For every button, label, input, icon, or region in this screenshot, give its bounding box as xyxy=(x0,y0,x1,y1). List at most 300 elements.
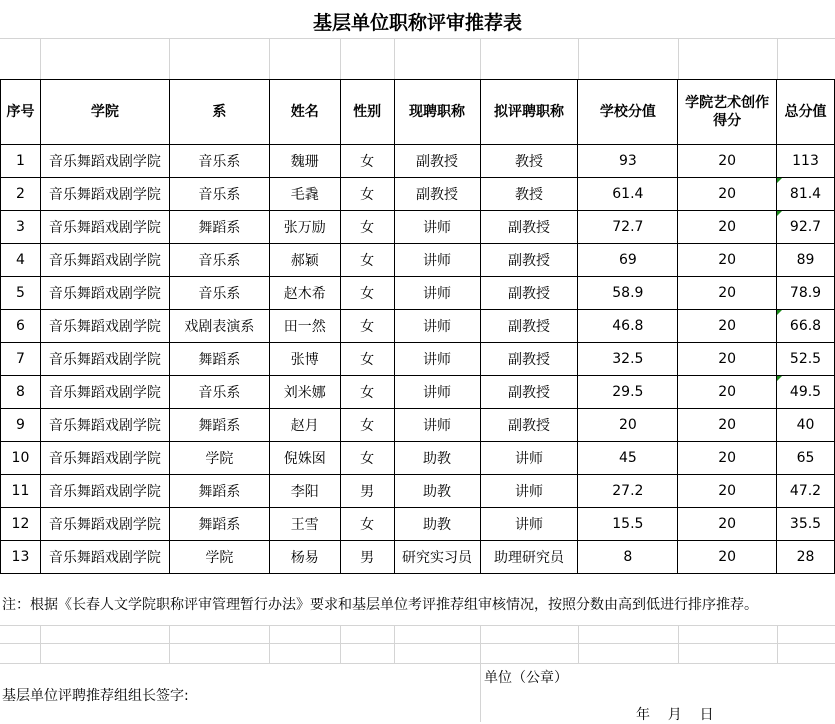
table-cell[interactable] xyxy=(269,310,340,343)
cell-value: 81.4 xyxy=(789,186,822,202)
header-cell[interactable]: 拟评聘职称 xyxy=(480,80,578,145)
cell-value: 女 xyxy=(360,517,375,533)
cell-value: 15.5 xyxy=(612,516,644,532)
cell-value: 舞蹈系 xyxy=(198,517,241,533)
gridline xyxy=(394,625,395,663)
table-cell[interactable] xyxy=(169,178,269,211)
gridline xyxy=(578,38,579,79)
total-score-cell[interactable] xyxy=(777,310,835,343)
cell-value: 20 xyxy=(718,285,737,301)
table-row xyxy=(1,541,835,574)
gridline xyxy=(40,38,41,79)
table-cell[interactable] xyxy=(169,211,269,244)
table-cell[interactable] xyxy=(169,277,269,310)
cell-value: 女 xyxy=(360,154,375,170)
cell-value: 音乐舞蹈戏剧学院 xyxy=(48,484,161,500)
table-cell[interactable] xyxy=(340,442,394,475)
table-cell[interactable] xyxy=(40,475,169,508)
gridline xyxy=(169,38,170,79)
cell-value: 女 xyxy=(360,352,375,368)
cell-value: 舞蹈系 xyxy=(198,484,241,500)
table-cell[interactable] xyxy=(578,475,678,508)
table-cell[interactable] xyxy=(678,376,777,409)
table-cell[interactable] xyxy=(678,442,777,475)
cell-value: 32.5 xyxy=(612,351,644,367)
table-cell[interactable] xyxy=(578,508,678,541)
table-row xyxy=(1,409,835,442)
recommendation-table xyxy=(0,79,835,574)
header-cell[interactable]: 总分值 xyxy=(777,80,835,145)
cell-value: 副教授 xyxy=(507,352,550,368)
table-cell[interactable] xyxy=(480,475,578,508)
table-cell[interactable] xyxy=(480,409,578,442)
table-cell[interactable] xyxy=(578,442,678,475)
table-cell[interactable] xyxy=(340,244,394,277)
cell-value: 舞蹈系 xyxy=(198,418,241,434)
table-cell[interactable] xyxy=(340,310,394,343)
table-cell[interactable] xyxy=(340,178,394,211)
cell-value: 6 xyxy=(16,318,25,334)
table-cell[interactable] xyxy=(394,145,480,178)
cell-value: 9 xyxy=(16,417,25,433)
date-label: 年 月 日 xyxy=(636,707,714,723)
table-cell[interactable] xyxy=(678,475,777,508)
cell-value: 女 xyxy=(360,253,375,269)
table-row xyxy=(1,211,835,244)
cell-value: 副教授 xyxy=(507,253,550,269)
total-score-cell[interactable] xyxy=(777,409,835,442)
cell-value: 2 xyxy=(16,186,25,202)
total-score-cell[interactable] xyxy=(777,145,835,178)
cell-value: 讲师 xyxy=(423,286,452,302)
table-cell[interactable] xyxy=(480,376,578,409)
cell-value: 5 xyxy=(16,285,25,301)
cell-value: 杨易 xyxy=(290,550,319,566)
table-row xyxy=(1,376,835,409)
comment-indicator-icon[interactable] xyxy=(777,211,782,216)
table-cell[interactable] xyxy=(340,376,394,409)
table-cell[interactable] xyxy=(1,310,41,343)
cell-value: 副教授 xyxy=(507,220,550,236)
cell-value: 男 xyxy=(360,550,375,566)
table-cell[interactable] xyxy=(578,277,678,310)
table-cell[interactable] xyxy=(340,211,394,244)
table-cell[interactable] xyxy=(1,211,41,244)
table-cell[interactable] xyxy=(480,541,578,574)
cell-value: 音乐系 xyxy=(198,154,241,170)
cell-value: 音乐舞蹈戏剧学院 xyxy=(48,451,161,467)
cell-value: 47.2 xyxy=(789,483,822,499)
table-cell[interactable] xyxy=(578,178,678,211)
cell-value: 女 xyxy=(360,187,375,203)
cell-value: 28 xyxy=(796,549,815,565)
table-cell[interactable] xyxy=(394,178,480,211)
table-cell[interactable] xyxy=(394,277,480,310)
cell-value: 男 xyxy=(360,484,375,500)
table-cell[interactable] xyxy=(40,442,169,475)
table-cell[interactable] xyxy=(269,178,340,211)
table-cell[interactable] xyxy=(480,343,578,376)
cell-value: 1 xyxy=(16,153,25,169)
cell-value: 副教授 xyxy=(416,187,459,203)
table-cell[interactable] xyxy=(1,508,41,541)
cell-value: 女 xyxy=(360,385,375,401)
table-cell[interactable] xyxy=(340,541,394,574)
table-cell[interactable] xyxy=(40,541,169,574)
gridline xyxy=(777,38,778,79)
table-cell[interactable] xyxy=(578,145,678,178)
cell-value: 音乐舞蹈戏剧学院 xyxy=(48,154,161,170)
cell-value: 13 xyxy=(11,549,30,565)
cell-value: 音乐系 xyxy=(198,187,241,203)
cell-value: 讲师 xyxy=(423,253,452,269)
table-cell[interactable] xyxy=(394,442,480,475)
cell-value: 7 xyxy=(16,351,25,367)
cell-value: 副教授 xyxy=(507,319,550,335)
table-cell[interactable] xyxy=(578,211,678,244)
cell-value: 毛毳 xyxy=(290,187,319,203)
cell-value: 助理研究员 xyxy=(493,550,564,566)
cell-value: 音乐舞蹈戏剧学院 xyxy=(48,187,161,203)
cell-value: 副教授 xyxy=(507,286,550,302)
header-row xyxy=(1,80,835,145)
cell-value: 讲师 xyxy=(423,319,452,335)
table-cell[interactable] xyxy=(40,244,169,277)
table-cell[interactable] xyxy=(1,277,41,310)
gridline xyxy=(0,643,835,644)
cell-value: 20 xyxy=(718,384,737,400)
cell-value: 20 xyxy=(718,450,737,466)
cell-value: 讲师 xyxy=(514,517,543,533)
header-cell[interactable]: 性别 xyxy=(340,80,394,145)
header-cell[interactable]: 学校分值 xyxy=(578,80,678,145)
cell-value: 72.7 xyxy=(612,219,644,235)
table-cell[interactable] xyxy=(340,343,394,376)
table-cell[interactable] xyxy=(394,310,480,343)
cell-value: 讲师 xyxy=(514,484,543,500)
header-cell[interactable]: 学院 xyxy=(40,80,169,145)
table-cell[interactable] xyxy=(394,211,480,244)
cell-value: 副教授 xyxy=(507,385,550,401)
table-cell[interactable] xyxy=(1,376,41,409)
table-cell[interactable] xyxy=(394,376,480,409)
table-cell[interactable] xyxy=(480,508,578,541)
gridline xyxy=(678,38,679,79)
cell-value: 讲师 xyxy=(423,418,452,434)
table-cell[interactable] xyxy=(480,277,578,310)
table-cell[interactable] xyxy=(578,541,678,574)
header-cell[interactable]: 序号 xyxy=(1,80,41,145)
table-cell[interactable] xyxy=(1,475,41,508)
cell-value: 10 xyxy=(11,450,30,466)
table-cell[interactable] xyxy=(480,211,578,244)
cell-value: 8 xyxy=(623,549,633,565)
cell-value: 27.2 xyxy=(612,483,644,499)
gridline xyxy=(340,38,341,79)
table-cell[interactable] xyxy=(169,442,269,475)
cell-value: 音乐舞蹈戏剧学院 xyxy=(48,319,161,335)
total-score-cell[interactable] xyxy=(777,178,835,211)
cell-value: 教授 xyxy=(514,154,543,170)
cell-value: 89 xyxy=(796,252,815,268)
table-cell[interactable] xyxy=(40,178,169,211)
gridline xyxy=(0,38,835,39)
total-score-cell[interactable] xyxy=(777,343,835,376)
cell-value: 副教授 xyxy=(416,154,459,170)
table-row xyxy=(1,277,835,310)
cell-value: 29.5 xyxy=(612,384,644,400)
header-cell[interactable]: 现聘职称 xyxy=(394,80,480,145)
table-cell[interactable] xyxy=(40,310,169,343)
table-cell[interactable] xyxy=(169,508,269,541)
table-cell[interactable] xyxy=(340,277,394,310)
cell-value: 音乐系 xyxy=(198,385,241,401)
table-cell[interactable] xyxy=(480,442,578,475)
cell-value: 助教 xyxy=(423,484,452,500)
table-cell[interactable] xyxy=(578,310,678,343)
table-cell[interactable] xyxy=(269,442,340,475)
cell-value: 93 xyxy=(618,153,637,169)
table-row xyxy=(1,145,835,178)
cell-value: 赵月 xyxy=(290,418,319,434)
cell-value: 58.9 xyxy=(612,285,644,301)
table-row xyxy=(1,244,835,277)
total-score-cell[interactable] xyxy=(777,277,835,310)
table-cell[interactable] xyxy=(1,442,41,475)
table-cell[interactable] xyxy=(578,244,678,277)
table-cell[interactable] xyxy=(269,376,340,409)
cell-value: 音乐系 xyxy=(198,253,241,269)
cell-value: 20 xyxy=(718,516,737,532)
cell-value: 78.9 xyxy=(789,285,822,301)
table-row xyxy=(1,508,835,541)
cell-value: 张万励 xyxy=(283,220,326,236)
cell-value: 音乐舞蹈戏剧学院 xyxy=(48,220,161,236)
table-cell[interactable] xyxy=(678,409,777,442)
signature-label: 基层单位评聘推荐组组长签字: xyxy=(2,688,189,704)
table-cell[interactable] xyxy=(678,277,777,310)
table-cell[interactable] xyxy=(40,508,169,541)
seal-label: 单位（公章） xyxy=(484,670,568,686)
cell-value: 20 xyxy=(718,153,737,169)
cell-value: 20 xyxy=(718,219,737,235)
gridline xyxy=(394,38,395,79)
table-cell[interactable] xyxy=(1,145,41,178)
table-cell[interactable] xyxy=(269,541,340,574)
gridline xyxy=(678,625,679,663)
cell-value: 92.7 xyxy=(789,219,822,235)
table-cell[interactable] xyxy=(340,475,394,508)
gridline xyxy=(340,625,341,663)
table-cell[interactable] xyxy=(394,343,480,376)
table-cell[interactable] xyxy=(394,409,480,442)
comment-indicator-icon[interactable] xyxy=(777,376,782,381)
table-row xyxy=(1,475,835,508)
table-cell[interactable] xyxy=(40,277,169,310)
table-cell[interactable] xyxy=(169,145,269,178)
cell-value: 女 xyxy=(360,319,375,335)
cell-value: 49.5 xyxy=(789,384,822,400)
cell-value: 46.8 xyxy=(612,318,644,334)
table-cell[interactable] xyxy=(40,409,169,442)
table-cell[interactable] xyxy=(480,244,578,277)
table-cell[interactable] xyxy=(340,409,394,442)
table-cell[interactable] xyxy=(269,244,340,277)
table-cell[interactable] xyxy=(394,508,480,541)
total-score-cell[interactable] xyxy=(777,442,835,475)
cell-value: 张博 xyxy=(290,352,319,368)
table-cell[interactable] xyxy=(340,508,394,541)
table-cell[interactable] xyxy=(1,409,41,442)
total-score-cell[interactable] xyxy=(777,541,835,574)
cell-value: 音乐系 xyxy=(198,286,241,302)
table-cell[interactable] xyxy=(169,475,269,508)
table-cell[interactable] xyxy=(269,343,340,376)
table-cell[interactable] xyxy=(40,343,169,376)
table-cell[interactable] xyxy=(678,211,777,244)
cell-value: 田一然 xyxy=(283,319,326,335)
cell-value: 魏珊 xyxy=(290,154,319,170)
gridline xyxy=(777,625,778,663)
table-cell[interactable] xyxy=(340,145,394,178)
table-cell[interactable] xyxy=(394,244,480,277)
cell-value: 女 xyxy=(360,418,375,434)
cell-value: 讲师 xyxy=(423,220,452,236)
header-cell[interactable]: 学院艺术创作得分 xyxy=(678,80,777,145)
table-cell[interactable] xyxy=(1,343,41,376)
table-cell[interactable] xyxy=(394,475,480,508)
cell-value: 20 xyxy=(718,549,737,565)
table-cell[interactable] xyxy=(40,376,169,409)
cell-value: 舞蹈系 xyxy=(198,352,241,368)
table-cell[interactable] xyxy=(169,376,269,409)
cell-value: 20 xyxy=(718,351,737,367)
cell-value: 35.5 xyxy=(789,516,822,532)
cell-value: 20 xyxy=(618,417,637,433)
table-row xyxy=(1,310,835,343)
cell-value: 69 xyxy=(618,252,637,268)
cell-value: 郝颖 xyxy=(290,253,319,269)
cell-value: 20 xyxy=(718,186,737,202)
table-cell[interactable] xyxy=(169,409,269,442)
table-cell[interactable] xyxy=(269,277,340,310)
table-cell[interactable] xyxy=(269,211,340,244)
total-score-cell[interactable] xyxy=(777,211,835,244)
table-cell[interactable] xyxy=(480,145,578,178)
cell-value: 学院 xyxy=(205,550,234,566)
gridline xyxy=(40,625,41,663)
cell-value: 20 xyxy=(718,417,737,433)
cell-value: 20 xyxy=(718,483,737,499)
note-text: 注：根据《长春人文学院职称评审管理暂行办法》要求和基层单位考评推荐组审核情况，按照分数由高到低进行排序推荐。 xyxy=(2,597,758,613)
table-cell[interactable] xyxy=(40,211,169,244)
table-cell[interactable] xyxy=(269,508,340,541)
table-cell[interactable] xyxy=(1,541,41,574)
table-cell[interactable] xyxy=(169,343,269,376)
comment-indicator-icon[interactable] xyxy=(777,178,782,183)
gridline xyxy=(0,663,835,664)
total-score-cell[interactable] xyxy=(777,475,835,508)
cell-value: 40 xyxy=(796,417,815,433)
cell-value: 女 xyxy=(360,220,375,236)
cell-value: 女 xyxy=(360,286,375,302)
cell-value: 王雪 xyxy=(290,517,319,533)
cell-value: 45 xyxy=(618,450,637,466)
total-score-cell[interactable] xyxy=(777,508,835,541)
table-cell[interactable] xyxy=(480,178,578,211)
table-cell[interactable] xyxy=(678,343,777,376)
cell-value: 学院 xyxy=(205,451,234,467)
table-cell[interactable] xyxy=(394,541,480,574)
table-cell[interactable] xyxy=(269,475,340,508)
header-cell[interactable]: 系 xyxy=(169,80,269,145)
cell-value: 8 xyxy=(16,384,25,400)
table-cell[interactable] xyxy=(678,541,777,574)
table-cell[interactable] xyxy=(678,244,777,277)
cell-value: 20 xyxy=(718,318,737,334)
table-row xyxy=(1,442,835,475)
cell-value: 赵木希 xyxy=(283,286,326,302)
gridline xyxy=(0,625,835,626)
cell-value: 李阳 xyxy=(290,484,319,500)
cell-value: 音乐舞蹈戏剧学院 xyxy=(48,352,161,368)
cell-value: 研究实习员 xyxy=(402,550,473,566)
table-cell[interactable] xyxy=(40,145,169,178)
total-score-cell[interactable] xyxy=(777,244,835,277)
total-score-cell[interactable] xyxy=(777,376,835,409)
cell-value: 舞蹈系 xyxy=(198,220,241,236)
table-row xyxy=(1,178,835,211)
table-cell[interactable] xyxy=(678,508,777,541)
cell-value: 113 xyxy=(792,153,819,169)
table-cell[interactable] xyxy=(169,244,269,277)
gridline xyxy=(269,625,270,663)
table-cell[interactable] xyxy=(578,376,678,409)
cell-value: 副教授 xyxy=(507,418,550,434)
table-cell[interactable] xyxy=(169,541,269,574)
page-title: 基层单位职称评审推荐表 xyxy=(312,12,522,34)
cell-value: 音乐舞蹈戏剧学院 xyxy=(48,253,161,269)
gridline xyxy=(480,625,481,722)
cell-value: 12 xyxy=(11,516,30,532)
gridline xyxy=(480,38,481,79)
cell-value: 音乐舞蹈戏剧学院 xyxy=(48,517,161,533)
cell-value: 52.5 xyxy=(789,351,822,367)
table-cell[interactable] xyxy=(578,343,678,376)
table-cell[interactable] xyxy=(1,244,41,277)
cell-value: 音乐舞蹈戏剧学院 xyxy=(48,418,161,434)
cell-value: 4 xyxy=(16,252,25,268)
table-cell[interactable] xyxy=(480,310,578,343)
comment-indicator-icon[interactable] xyxy=(777,310,782,315)
cell-value: 倪姝囡 xyxy=(283,451,326,467)
header-cell[interactable]: 姓名 xyxy=(269,80,340,145)
table-cell[interactable] xyxy=(269,145,340,178)
cell-value: 戏剧表演系 xyxy=(184,319,255,335)
cell-value: 讲师 xyxy=(514,451,543,467)
table-cell[interactable] xyxy=(578,409,678,442)
table-cell[interactable] xyxy=(678,178,777,211)
cell-value: 61.4 xyxy=(612,186,644,202)
gridline xyxy=(169,625,170,663)
cell-value: 女 xyxy=(360,451,375,467)
cell-value: 助教 xyxy=(423,451,452,467)
table-cell[interactable] xyxy=(169,310,269,343)
table-cell[interactable] xyxy=(269,409,340,442)
table-cell[interactable] xyxy=(678,145,777,178)
table-cell[interactable] xyxy=(1,178,41,211)
table-cell[interactable] xyxy=(678,310,777,343)
